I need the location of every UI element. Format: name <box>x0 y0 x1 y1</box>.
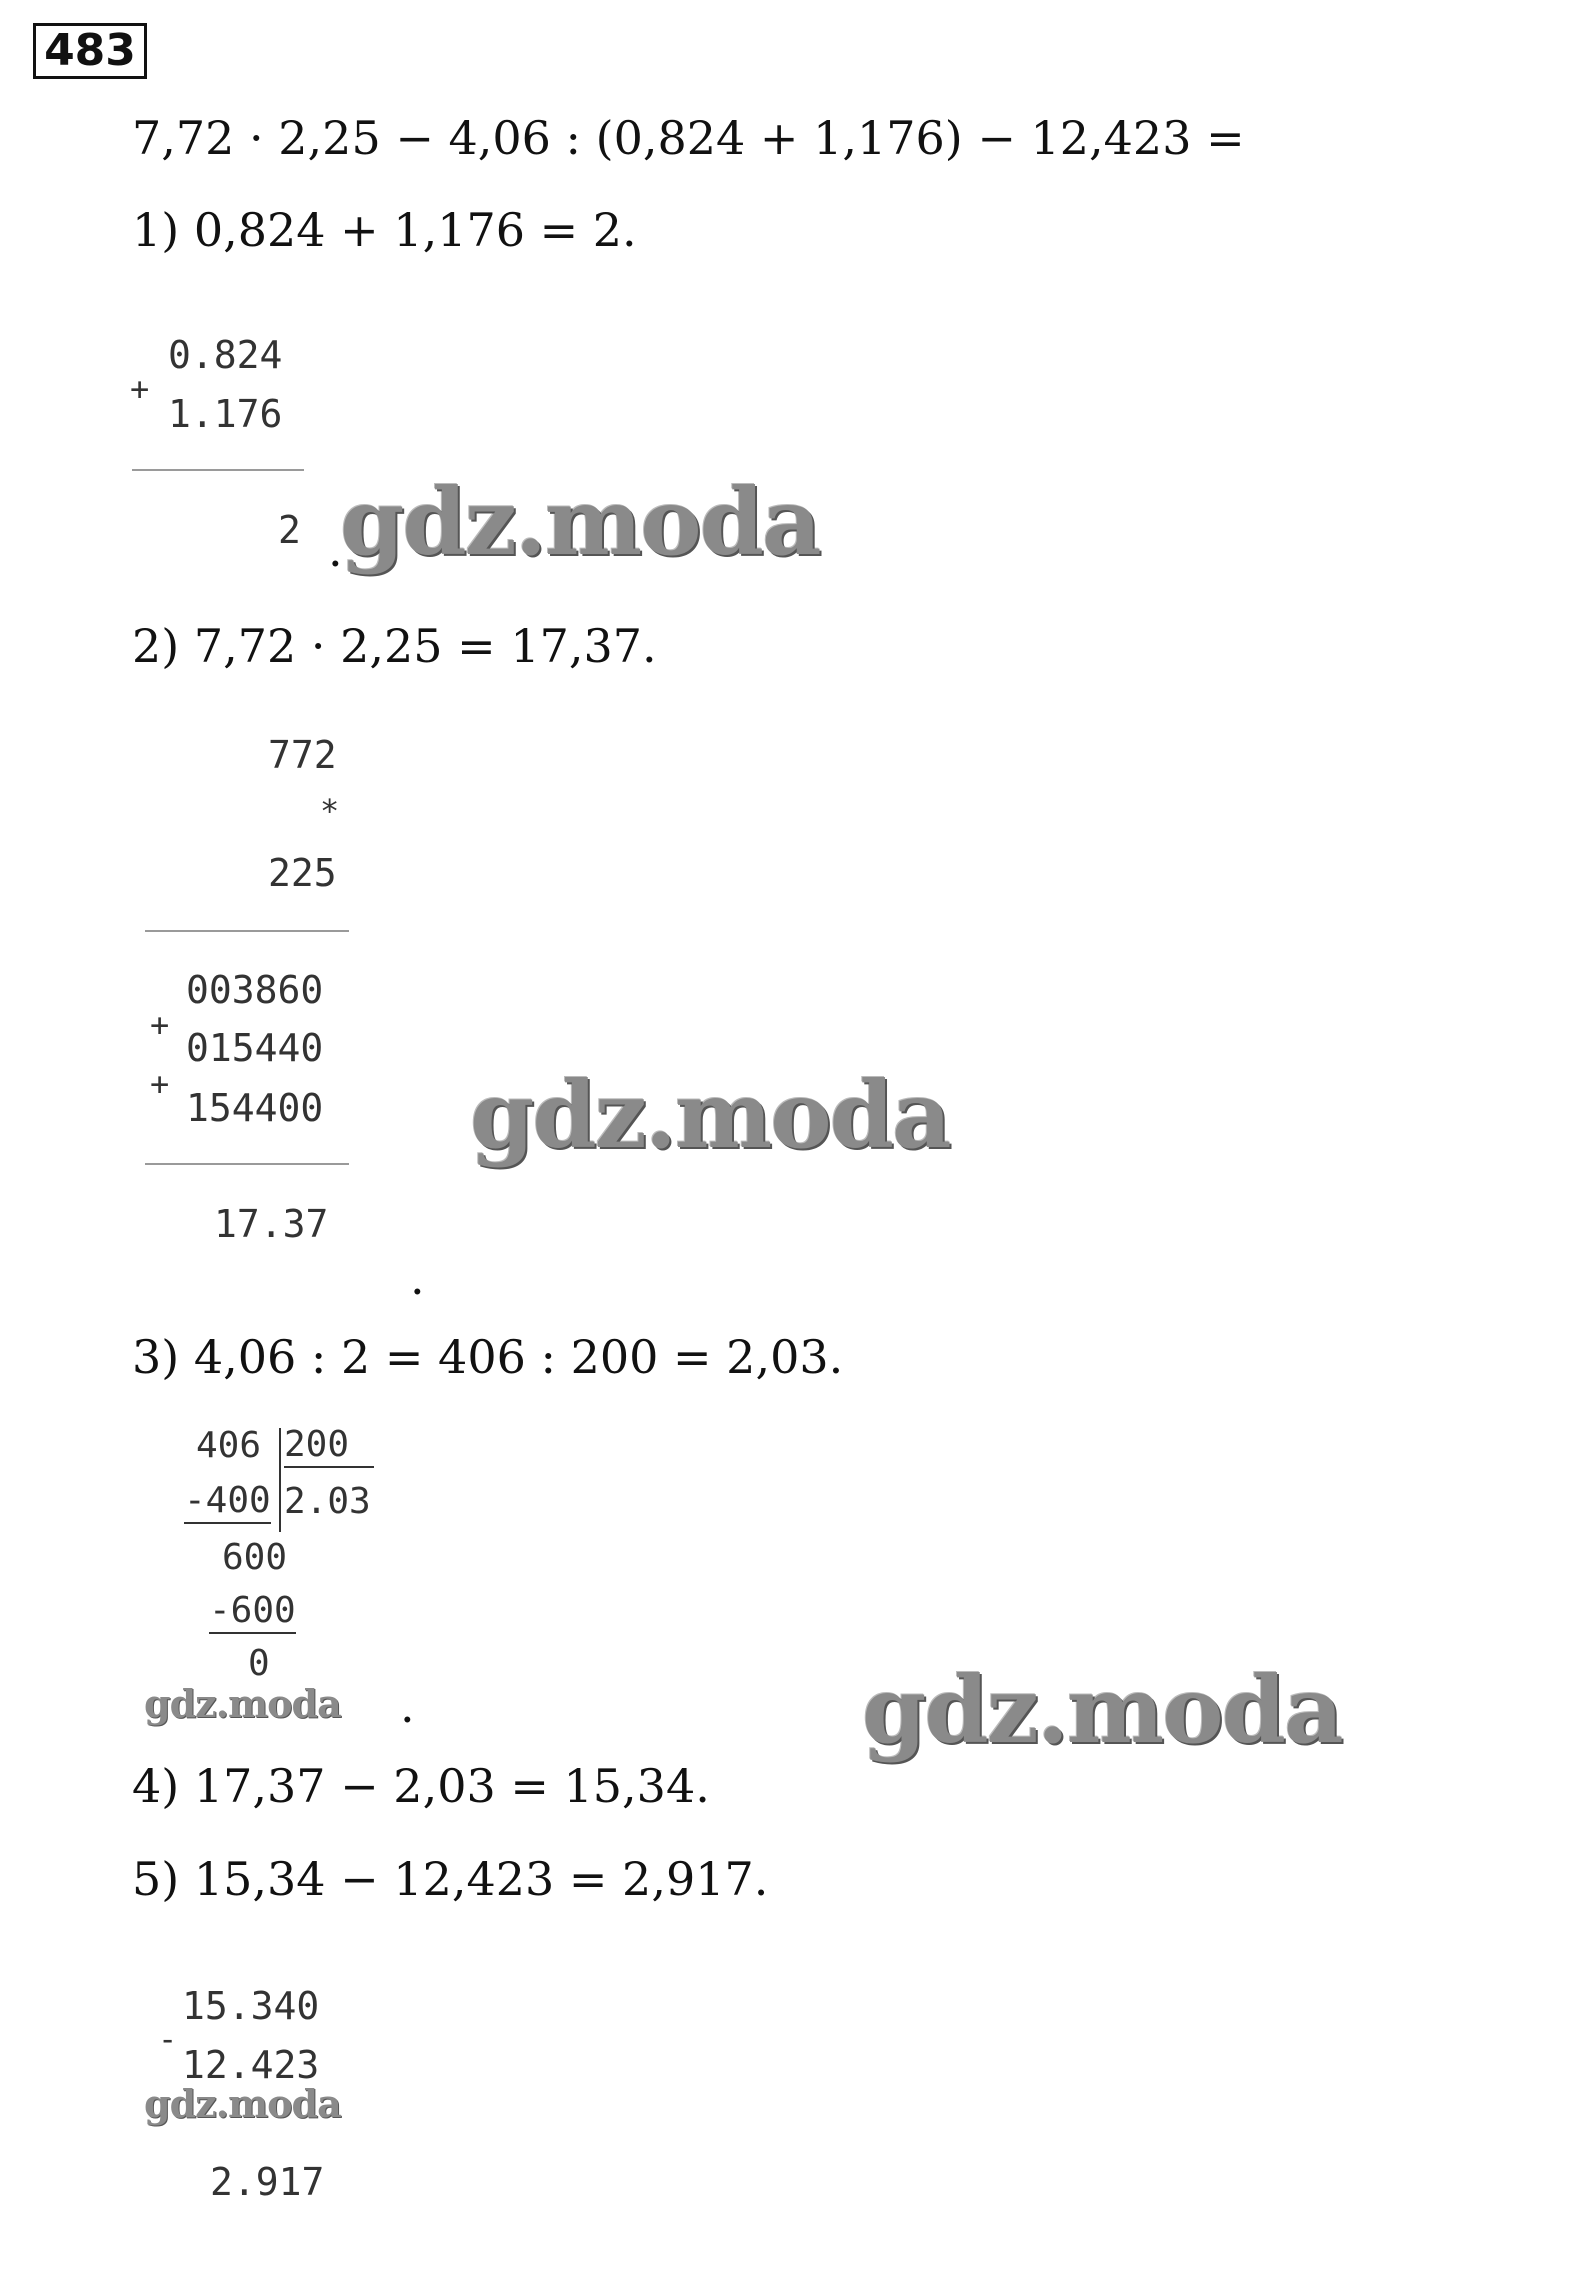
watermark-2: gdz.moda <box>470 1061 950 1169</box>
division-bar <box>279 1428 281 1532</box>
step-3: 3) 4,06 : 2 = 406 : 200 = 2,03. <box>132 1330 844 1384</box>
plus-sign-2: + <box>150 1065 170 1103</box>
end-dot: . <box>400 1679 415 1733</box>
step-4: 4) 17,37 − 2,03 = 15,34. <box>132 1759 710 1813</box>
addend-1: 0.824 <box>168 333 283 377</box>
times-sign: * <box>320 792 340 830</box>
factor-2: 225 <box>268 851 337 895</box>
total-line <box>145 1163 349 1165</box>
remainder-2: 0 <box>248 1643 270 1684</box>
step-2: 2) 7,72 · 2,25 = 17,37. <box>132 619 657 673</box>
product-line <box>145 930 349 932</box>
subtrahend-2: -600 <box>209 1590 296 1634</box>
watermark-3: gdz.moda <box>144 1681 341 1726</box>
sum-line <box>132 469 304 471</box>
end-dot: . <box>410 1251 425 1305</box>
main-expression: 7,72 · 2,25 − 4,06 : (0,824 + 1,176) − 12,423 = <box>132 111 1245 165</box>
step-1: 1) 0,824 + 1,176 = 2. <box>132 203 637 257</box>
quotient: 2.03 <box>284 1481 371 1522</box>
addend-2: 1.176 <box>168 392 283 436</box>
partial-product-1: 003860 <box>186 968 324 1012</box>
problem-number: 483 <box>33 23 147 79</box>
product-result: 17.37 <box>214 1202 329 1246</box>
dividend: 406 <box>196 1425 262 1466</box>
sum-result: 2 <box>278 508 301 552</box>
divisor: 200 <box>284 1424 374 1468</box>
end-dot: . <box>328 523 343 577</box>
factor-1: 772 <box>268 733 337 777</box>
minuend: 15.340 <box>182 1984 320 2028</box>
watermark-1: gdz.moda <box>340 468 820 576</box>
plus-sign-1: + <box>150 1006 170 1044</box>
difference-result: 2.917 <box>210 2160 325 2204</box>
watermark-5: gdz.moda <box>144 2081 341 2126</box>
subtrahend: 12.423 <box>182 2043 320 2087</box>
partial-product-3: 154400 <box>186 1086 324 1130</box>
plus-sign: + <box>130 370 150 408</box>
partial-product-2: 015440 <box>186 1026 324 1070</box>
step-5: 5) 15,34 − 12,423 = 2,917. <box>132 1852 769 1906</box>
minus-sign: - <box>158 2020 178 2058</box>
watermark-4: gdz.moda <box>862 1656 1342 1764</box>
subtrahend-1: -400 <box>184 1480 271 1524</box>
remainder-1: 600 <box>222 1537 288 1578</box>
